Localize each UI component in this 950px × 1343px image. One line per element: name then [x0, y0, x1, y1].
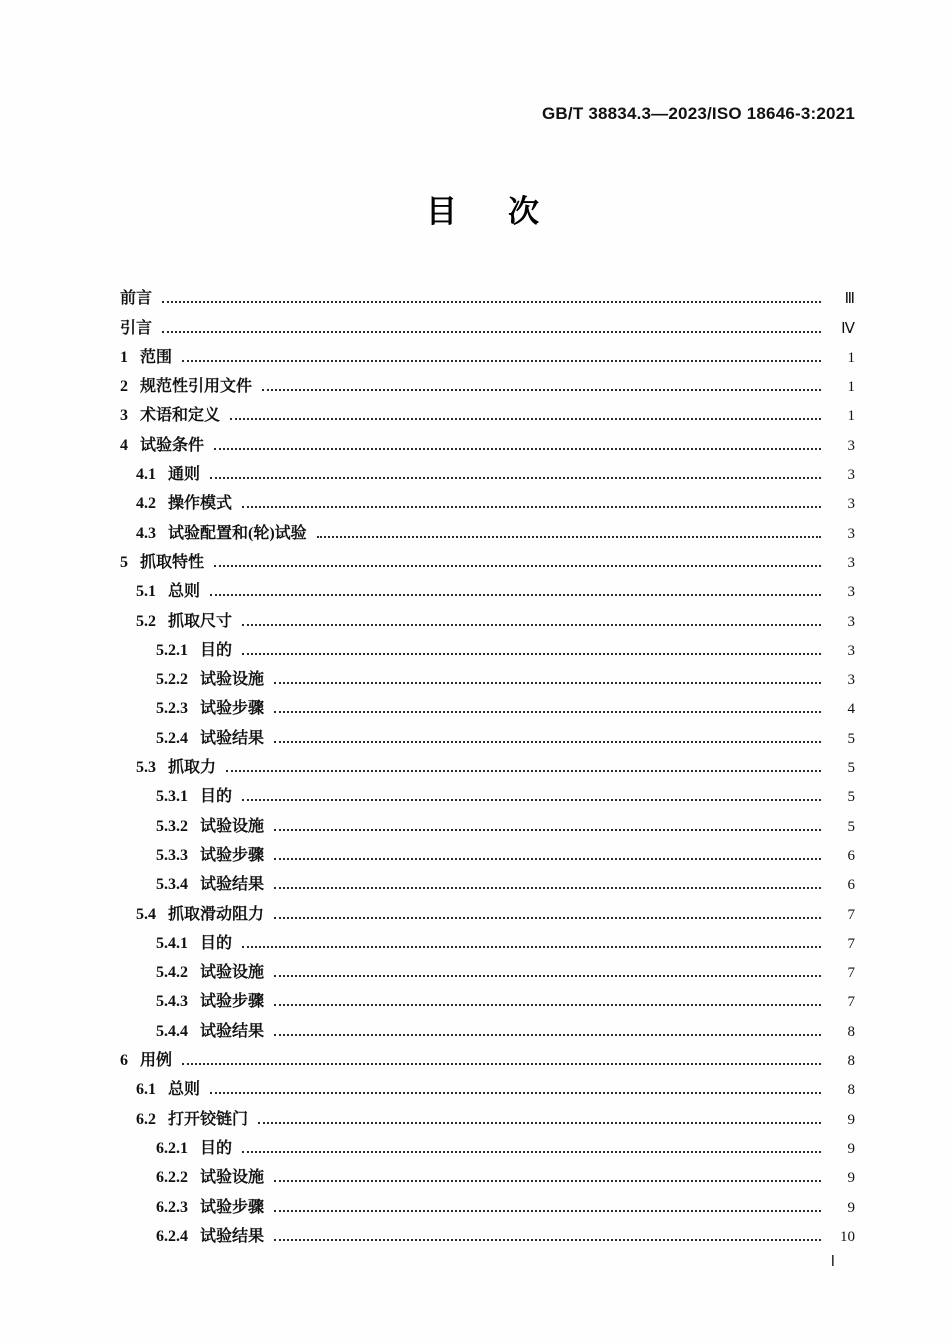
toc-entry-number: 4.1: [136, 466, 156, 484]
toc-entry-title: 引言: [120, 319, 153, 337]
toc-entry-title: 总则: [168, 583, 201, 601]
dotted-leader: [242, 653, 821, 655]
toc-entry: [156, 631, 855, 660]
toc-entry: [120, 279, 855, 308]
toc-entry-page: 9: [847, 1140, 855, 1157]
dotted-leader: [162, 301, 821, 303]
toc-entry-title: 总则: [168, 1081, 201, 1099]
toc-entry: [136, 484, 855, 513]
toc-entry: [136, 748, 855, 777]
toc-entry-title: 试验配置和(轮)试验: [168, 524, 307, 542]
toc-entry-number: 6.2.4: [156, 1227, 188, 1245]
toc-entry: [156, 1187, 855, 1216]
toc-entry: [136, 1070, 855, 1099]
toc-entry-title: 规范性引用文件: [140, 378, 253, 396]
dotted-leader: [317, 536, 821, 538]
toc-entry-page: 6: [847, 847, 855, 864]
toc-entry-title: 目的: [200, 641, 233, 659]
toc-entry: [156, 836, 855, 865]
toc-entry: [156, 1217, 855, 1246]
toc-entry-number: 6.2.2: [156, 1169, 188, 1187]
toc-entry: [120, 308, 855, 337]
dotted-leader: [274, 682, 821, 684]
toc-entry-page: 5: [847, 760, 855, 777]
toc-entry-title: 试验设施: [200, 1169, 265, 1187]
dotted-leader: [274, 1239, 821, 1241]
toc-entry-page: 9: [847, 1199, 855, 1216]
toc-entry-title: 抓取特性: [140, 553, 205, 571]
toc-entry: [156, 660, 855, 689]
toc-entry-title: 试验结果: [200, 876, 265, 894]
toc-entry-number: 5.4: [136, 905, 156, 923]
dotted-leader: [210, 1092, 821, 1094]
toc-entry-title: 试验步骤: [200, 700, 265, 718]
toc-entry: [120, 396, 855, 425]
toc-entry-title: 试验结果: [200, 1022, 265, 1040]
dotted-leader: [214, 448, 821, 450]
toc-entry-number: 5.4.4: [156, 1022, 188, 1040]
dotted-leader: [274, 858, 821, 860]
toc-entry-title: 试验步骤: [200, 846, 265, 864]
toc-entry-page: 5: [847, 730, 855, 747]
toc-entry-number: 6.1: [136, 1081, 156, 1099]
dotted-leader: [182, 1063, 821, 1065]
toc-entry-number: 5.4.3: [156, 993, 188, 1011]
toc-entry-number: 6.2.3: [156, 1198, 188, 1216]
toc-entry-title: 目的: [200, 934, 233, 952]
toc-entry-page: 3: [847, 525, 855, 542]
toc-entry-page: 9: [847, 1111, 855, 1128]
dotted-leader: [210, 477, 821, 479]
toc-entry: [156, 865, 855, 894]
dotted-leader: [258, 1122, 821, 1124]
toc-entry-title: 目的: [200, 1139, 233, 1157]
toc-entry-number: 5.2: [136, 612, 156, 630]
toc-entry-title: 试验设施: [200, 817, 265, 835]
toc-entry: [120, 338, 855, 367]
toc-entry-page: Ⅲ: [844, 291, 855, 308]
toc-entry-page: 1: [847, 408, 855, 425]
toc-entry-number: 2: [120, 378, 128, 396]
dotted-leader: [274, 917, 821, 919]
toc-entry-page: 7: [847, 935, 855, 952]
toc-entry-page: 3: [847, 672, 855, 689]
footer-page-number: Ⅰ: [830, 1254, 835, 1270]
toc-entry-title: 试验设施: [200, 964, 265, 982]
document-number: GB/T 38834.3—2023/ISO 18646-3:2021: [542, 104, 855, 123]
toc-entry: [120, 1041, 855, 1070]
toc-entry: [156, 718, 855, 747]
toc-entry: [136, 513, 855, 542]
toc-entry-title: 操作模式: [168, 495, 233, 513]
dotted-leader: [242, 799, 821, 801]
toc-entry-page: 3: [847, 613, 855, 630]
toc-entry-page: 3: [847, 584, 855, 601]
toc-entry: [156, 806, 855, 835]
toc-entry: [120, 425, 855, 454]
toc-entry-page: 3: [847, 496, 855, 513]
dotted-leader: [274, 741, 821, 743]
toc-entry-number: 5.3.4: [156, 876, 188, 894]
toc-entry-number: 4: [120, 436, 128, 454]
toc-entry-page: 8: [847, 1023, 855, 1040]
toc-entry-number: 5: [120, 553, 128, 571]
toc-entry-number: 4.2: [136, 495, 156, 513]
toc-entry-title: 前言: [120, 290, 153, 308]
toc-entry-number: 1: [120, 348, 128, 366]
toc-entry-number: 4.3: [136, 524, 156, 542]
toc-entry-page: 9: [847, 1170, 855, 1187]
toc-entry-page: 7: [847, 994, 855, 1011]
toc-entry-number: 6.2.1: [156, 1139, 188, 1157]
toc-entry-page: 7: [847, 906, 855, 923]
dotted-leader: [262, 389, 821, 391]
toc-entry-title: 试验条件: [140, 436, 205, 454]
toc-entry: [156, 924, 855, 953]
toc-entry-number: 5.4.2: [156, 964, 188, 982]
toc-entry: [156, 982, 855, 1011]
toc-entry-page: Ⅳ: [841, 320, 855, 337]
page-title: 目 次: [426, 194, 549, 229]
toc-entry-number: 5.3.2: [156, 817, 188, 835]
dotted-leader: [182, 360, 821, 362]
toc-entry-page: 1: [847, 349, 855, 366]
toc-entry-number: 6.2: [136, 1110, 156, 1128]
toc-entry-page: 3: [847, 554, 855, 571]
toc-entry-page: 3: [847, 467, 855, 484]
toc-entry-page: 8: [847, 1053, 855, 1070]
dotted-leader: [242, 1151, 821, 1153]
toc-entry-page: 5: [847, 818, 855, 835]
dotted-leader: [230, 418, 821, 420]
toc-entry: [156, 777, 855, 806]
toc-entry: [136, 455, 855, 484]
toc-entry: [136, 1099, 855, 1128]
toc-entry-page: 3: [847, 437, 855, 454]
dotted-leader: [242, 506, 821, 508]
dotted-leader: [274, 1210, 821, 1212]
toc-entry: [136, 894, 855, 923]
toc-entry-title: 用例: [140, 1052, 173, 1070]
toc-entry-number: 5.3.3: [156, 846, 188, 864]
toc-entry: [136, 601, 855, 630]
toc-entry-number: 5.2.2: [156, 671, 188, 689]
toc-entry: [156, 1011, 855, 1040]
toc-entry-number: 5.2.3: [156, 700, 188, 718]
dotted-leader: [274, 975, 821, 977]
toc-entry: [156, 953, 855, 982]
toc-entry-page: 5: [847, 789, 855, 806]
toc-entry-title: 试验结果: [200, 729, 265, 747]
toc-list: [120, 279, 855, 1246]
dotted-leader: [242, 946, 821, 948]
toc-entry-title: 试验步骤: [200, 993, 265, 1011]
dotted-leader: [162, 331, 821, 333]
toc-entry: [120, 367, 855, 396]
toc-entry-page: 4: [847, 701, 855, 718]
dotted-leader: [226, 770, 821, 772]
toc-entry: [156, 689, 855, 718]
toc-entry-page: 10: [840, 1228, 855, 1245]
toc-entry-number: 5.2.4: [156, 729, 188, 747]
toc-entry: [156, 1129, 855, 1158]
toc-entry-title: 抓取尺寸: [168, 612, 233, 630]
dotted-leader: [274, 1034, 821, 1036]
toc-entry-page: 7: [847, 965, 855, 982]
toc-entry-title: 打开铰链门: [168, 1110, 249, 1128]
toc-entry-number: 5.2.1: [156, 641, 188, 659]
toc-entry-page: 1: [847, 379, 855, 396]
toc-entry: [156, 1158, 855, 1187]
dotted-leader: [274, 1180, 821, 1182]
toc-entry-title: 通则: [168, 466, 201, 484]
toc-entry-title: 术语和定义: [140, 407, 221, 425]
toc-entry-title: 试验设施: [200, 671, 265, 689]
toc-entry-title: 试验步骤: [200, 1198, 265, 1216]
toc-entry-number: 5.4.1: [156, 934, 188, 952]
dotted-leader: [242, 624, 821, 626]
toc-entry: [136, 572, 855, 601]
toc-entry-number: 3: [120, 407, 128, 425]
toc-entry-page: 6: [847, 877, 855, 894]
toc-entry-title: 试验结果: [200, 1227, 265, 1245]
toc-entry-page: 3: [847, 642, 855, 659]
dotted-leader: [210, 594, 821, 596]
toc-entry-title: 抓取力: [168, 759, 217, 777]
toc-entry-number: 5.3.1: [156, 788, 188, 806]
toc-entry-number: 5.1: [136, 583, 156, 601]
dotted-leader: [274, 711, 821, 713]
toc-entry-number: 6: [120, 1052, 128, 1070]
toc-entry-page: 8: [847, 1082, 855, 1099]
dotted-leader: [274, 1004, 821, 1006]
dotted-leader: [274, 829, 821, 831]
toc-entry-title: 抓取滑动阻力: [168, 905, 265, 923]
toc-entry-number: 5.3: [136, 759, 156, 777]
dotted-leader: [274, 887, 821, 889]
toc-entry-title: 范围: [140, 348, 173, 366]
toc-entry: [120, 543, 855, 572]
toc-entry-title: 目的: [200, 788, 233, 806]
dotted-leader: [214, 565, 821, 567]
